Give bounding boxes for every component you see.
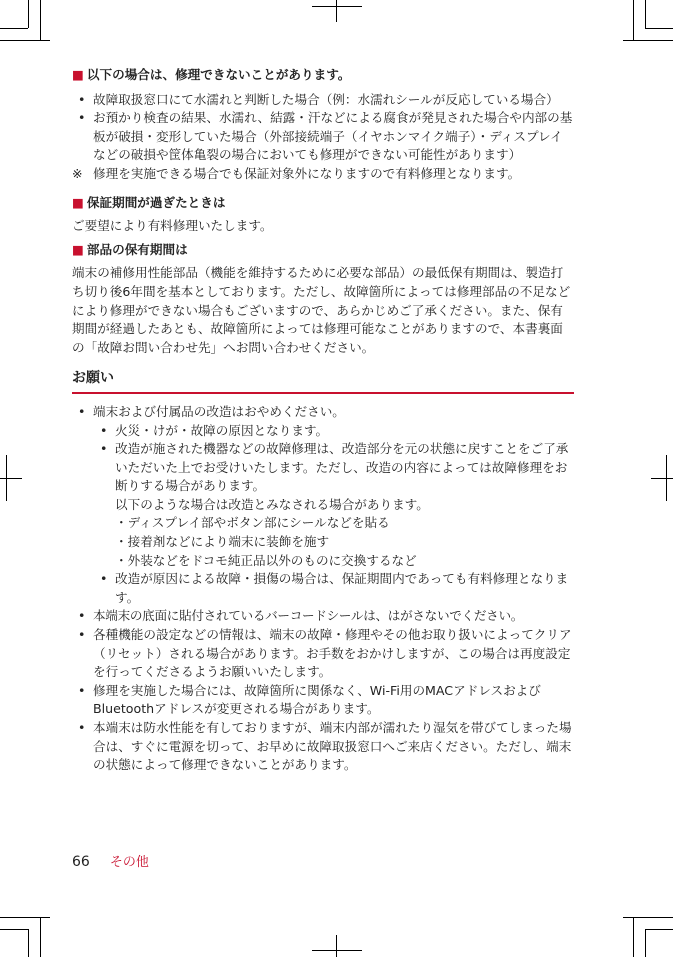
page-footer xyxy=(72,853,149,873)
square-bullet-icon: ■ xyxy=(72,241,84,257)
square-bullet-icon: ■ xyxy=(72,194,84,210)
warranty-expired-text: ご要望により有料修理いたします。 xyxy=(72,218,273,234)
note-mark: ※ xyxy=(72,165,83,181)
request-list xyxy=(72,403,574,775)
crop-mark xyxy=(633,0,634,40)
modification-example: ・外装などをドコモ純正品以外のものに交換するなど xyxy=(115,552,417,568)
crop-mark xyxy=(0,40,50,41)
crop-mark xyxy=(623,917,673,918)
crop-mark xyxy=(645,929,673,930)
crop-mark xyxy=(0,929,28,930)
repair-conditions-list xyxy=(72,91,574,165)
heading-text: 以下の場合は、修理できないことがあります。 xyxy=(86,67,351,82)
crop-mark xyxy=(40,0,41,40)
list-item: • 故障取扱窓口にて水濡れと判断した場合（例：水濡れシールが反応している場合） xyxy=(72,91,574,110)
crop-mark xyxy=(40,917,41,957)
crop-mark xyxy=(336,935,337,957)
crop-mark xyxy=(6,455,7,501)
crop-mark xyxy=(28,929,29,957)
list-item: • お預かり検査の結果、水濡れ、結露・汗などによる腐食が発見された場合や内部の基板が破損・変形していた場合（外部接続端子（イヤホンマイク端子）・ディスプレイなどの破損や筐体亀裂の場合においても修理ができない可能性があります） xyxy=(72,109,574,165)
section-heading-parts-retention xyxy=(72,241,574,260)
modification-example: ・接着剤などにより端末に装飾を施す xyxy=(115,534,330,550)
crop-mark xyxy=(645,28,673,29)
crop-mark xyxy=(312,6,362,7)
crop-mark xyxy=(623,40,673,41)
square-bullet-icon: ■ xyxy=(72,67,84,82)
list-item-text: 端末および付属品の改造はおやめください。 xyxy=(93,403,345,419)
crop-mark xyxy=(28,0,29,28)
crop-mark xyxy=(336,0,337,22)
parts-retention-text: 端末の補修用性能部品（機能を維持するために必要な部品）の最低保有期間は、製造打ち切り後6年間を基本としております。ただし、故障箇所によっては修理部品の不足などにより修理ができない場合もございますので、あらかじめご了承ください。また、保有期間が経過したあとも、故障箇所によっては修理可能なことがありますので、本書裏面の「故障お問い合わせ先」へお問い合わせください。 xyxy=(72,265,571,355)
crop-mark xyxy=(0,478,22,479)
page-content xyxy=(72,66,574,775)
page-number: 66 xyxy=(72,854,90,870)
sub-list-item: • 改造が原因による故障・損傷の場合は、保証期間内であっても有料修理となります。 xyxy=(93,570,574,607)
sub-list xyxy=(93,422,574,496)
note xyxy=(72,165,574,184)
sub-list-item: • 改造が施された機器などの故障修理は、改造部分を元の状態に戻すことをご了承いただいた上でお受けいたします。ただし、改造の内容によっては故障修理をお断りする場合があります。 xyxy=(93,440,574,496)
crop-mark xyxy=(0,917,50,918)
crop-mark xyxy=(633,917,634,957)
list-item: • 修理を実施した場合には、故障箇所に関係なく、Wi-Fi用のMACアドレスおよびBluetoothアドレスが変更される場合があります。 xyxy=(72,682,574,719)
heading-text: 部品の保有期間は xyxy=(86,241,188,257)
crop-mark xyxy=(645,0,646,28)
section-heading-warranty-expired xyxy=(72,194,574,213)
list-item: • 各種機能の設定などの情報は、端末の故障・修理やその他お取り扱いによってクリア（リセット）される場合があります。お手数をおかけしますが、この場合は再度設定を行ってくださるようお願いいたします。 xyxy=(72,626,574,682)
modification-intro: 以下のような場合は改造とみなされる場合があります。 xyxy=(115,496,429,512)
list-item: • 本端末は防水性能を有しておりますが、端末内部が濡れたり湿気を帯びてしまった場合は、すぐに電源を切って、お早めに故障取扱窓口へご来店ください。ただし、端末の状態によって修理できないことがあります。 xyxy=(72,719,574,775)
request-section-title: お願い xyxy=(72,369,574,394)
heading-text: 保証期間が過ぎたときは xyxy=(86,194,226,210)
list-item xyxy=(72,403,574,608)
crop-mark xyxy=(666,455,667,501)
sub-list xyxy=(93,570,574,607)
chapter-label: その他 xyxy=(109,855,149,870)
sub-list-item: • 火災・けが・故障の原因となります。 xyxy=(93,422,574,441)
section-heading-repair-not-possible xyxy=(72,66,574,85)
crop-mark xyxy=(312,950,362,951)
crop-mark xyxy=(645,929,646,957)
crop-mark xyxy=(0,28,28,29)
list-item: • 本端末の底面に貼付されているバーコードシールは、はがさないでください。 xyxy=(72,607,574,626)
modification-example: ・ディスプレイ部やボタン部にシールなどを貼る xyxy=(115,515,390,531)
crop-mark xyxy=(651,478,673,479)
note-text: 修理を実施できる場合でも保証対象外になりますので有料修理となります。 xyxy=(93,165,521,181)
